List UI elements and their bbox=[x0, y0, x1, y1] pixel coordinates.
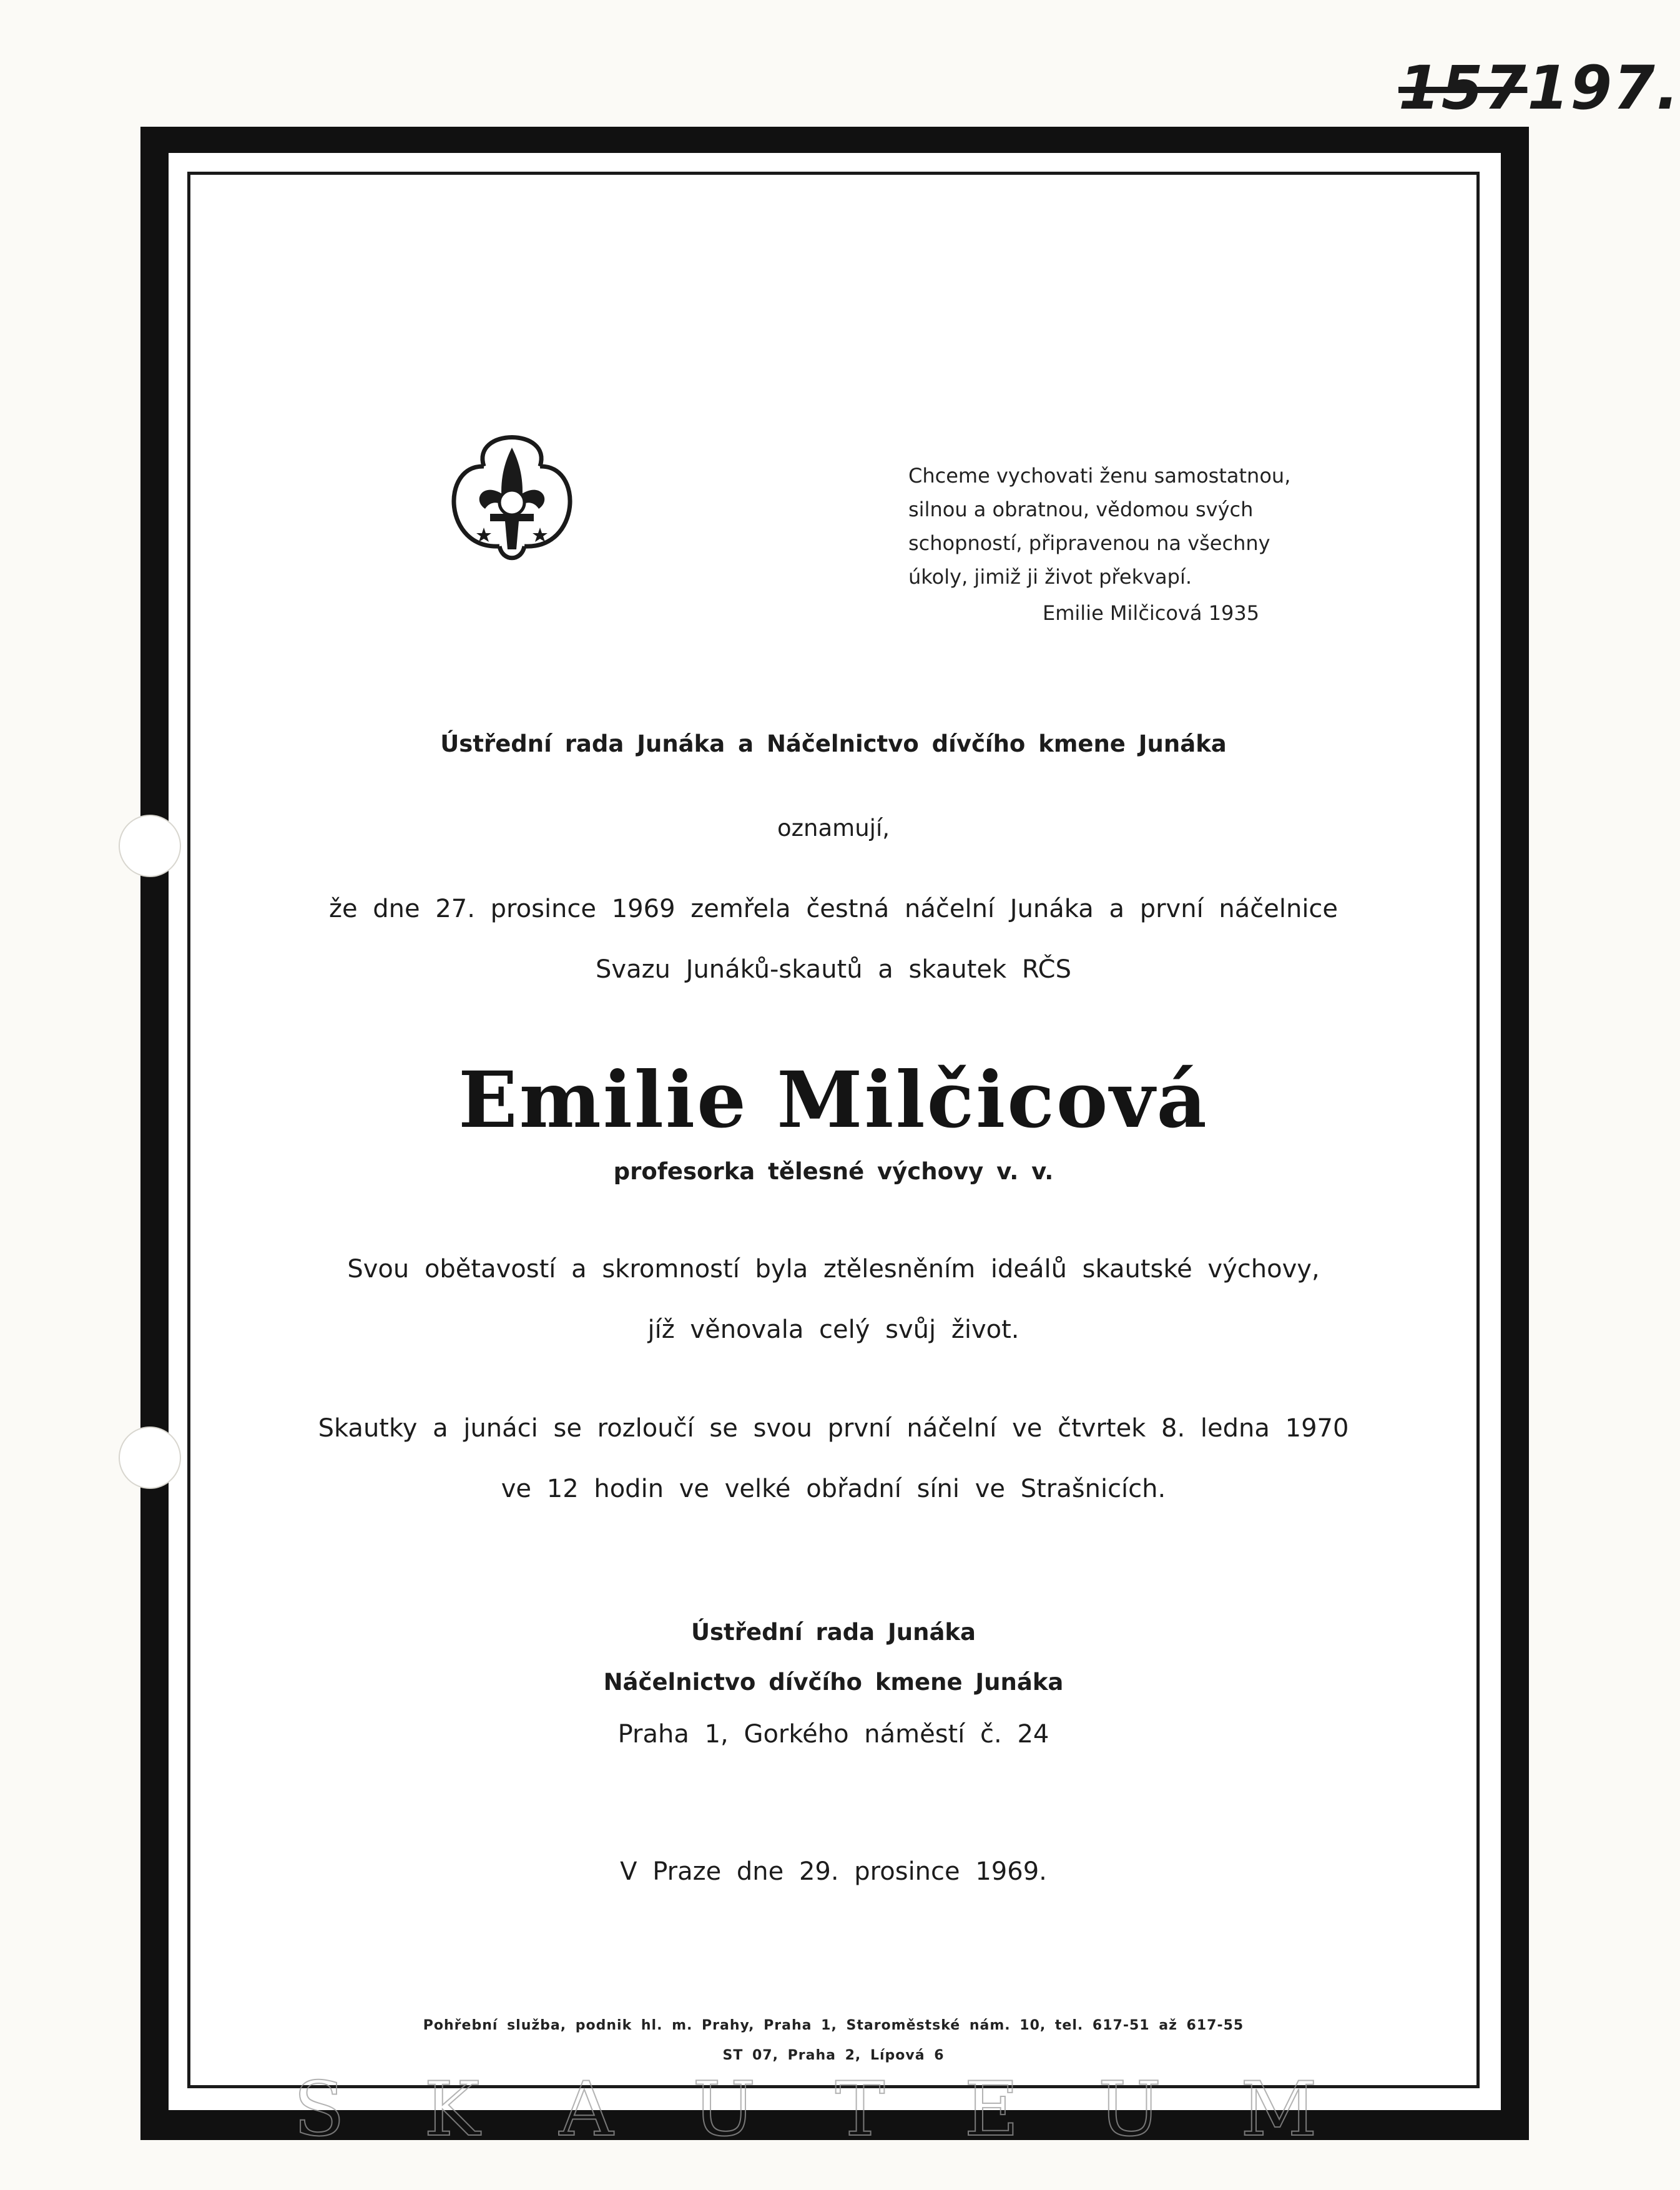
tribute-line-1: Svou obětavostí a skromností byla ztělesněním ideálů skautské výchovy, bbox=[347, 1255, 1320, 1284]
motto-quote bbox=[908, 459, 1358, 630]
watermark-letter: A bbox=[559, 2066, 614, 2153]
watermark-letter: U bbox=[692, 2066, 756, 2153]
farewell-line-1: Skautky a junáci se rozloučí se svou první náčelní ve čtvrtek 8. ledna 1970 bbox=[318, 1414, 1349, 1443]
issuers-heading: Ústřední rada Junáka a Náčelnictvo dívčího kmene Junáka bbox=[440, 730, 1227, 757]
announce-line-1: že dne 27. prosince 1969 zemřela čestná náčelní Junáka a první náčelnice bbox=[328, 895, 1339, 923]
watermark-letter: M bbox=[1240, 2066, 1317, 2153]
signature-org-2: Náčelnictvo dívčího kmene Junáka bbox=[603, 1669, 1064, 1696]
archive-number-struck: 157 bbox=[1398, 53, 1528, 123]
motto-line: schopností, připravenou na všechny bbox=[908, 531, 1270, 555]
deceased-name: Emilie Milčicová bbox=[458, 1055, 1209, 1146]
announce-line-2: Svazu Junáků-skautů a skautek RČS bbox=[596, 955, 1071, 984]
motto-author: Emilie Milčicová 1935 bbox=[1043, 601, 1260, 625]
motto-line: úkoly, jimiž ji život překvapí. bbox=[908, 565, 1192, 589]
punch-hole-top bbox=[119, 815, 181, 877]
farewell-line-2: ve 12 hodin ve velké obřadní síni ve Strašnicích. bbox=[501, 1475, 1166, 1503]
skauteum-watermark bbox=[293, 2066, 1317, 2153]
tribute-line-2: jíž věnovala celý svůj život. bbox=[647, 1315, 1019, 1344]
signature-org-1: Ústřední rada Junáka bbox=[690, 1619, 976, 1646]
date-line: V Praze dne 29. prosince 1969. bbox=[620, 1857, 1047, 1886]
deceased-title: profesorka tělesné výchovy v. v. bbox=[613, 1158, 1054, 1185]
signature-address: Praha 1, Gorkého náměstí č. 24 bbox=[617, 1720, 1049, 1749]
motto-line: silnou a obratnou, vědomou svých bbox=[908, 498, 1254, 521]
watermark-letter: S bbox=[293, 2066, 345, 2153]
archive-number bbox=[1398, 53, 1680, 123]
guide-trefoil-emblem bbox=[446, 421, 577, 577]
watermark-letter: E bbox=[964, 2066, 1019, 2153]
imprint-line-2: ST 07, Praha 2, Lípová 6 bbox=[722, 2048, 945, 2063]
imprint-line-1: Pohřební služba, podnik hl. m. Prahy, Praha 1, Staroměstské nám. 10, tel. 617-51 až 617-55 bbox=[423, 2018, 1244, 2033]
motto-line: Chceme vychovati ženu samostatnou, bbox=[908, 464, 1291, 488]
punch-hole-bottom bbox=[119, 1426, 181, 1489]
watermark-letter: T bbox=[835, 2066, 885, 2153]
watermark-letter: U bbox=[1098, 2066, 1162, 2153]
archive-number-current: 197. bbox=[1527, 53, 1680, 123]
watermark-letter: K bbox=[424, 2066, 480, 2153]
announce-verb: oznamují, bbox=[777, 815, 890, 842]
